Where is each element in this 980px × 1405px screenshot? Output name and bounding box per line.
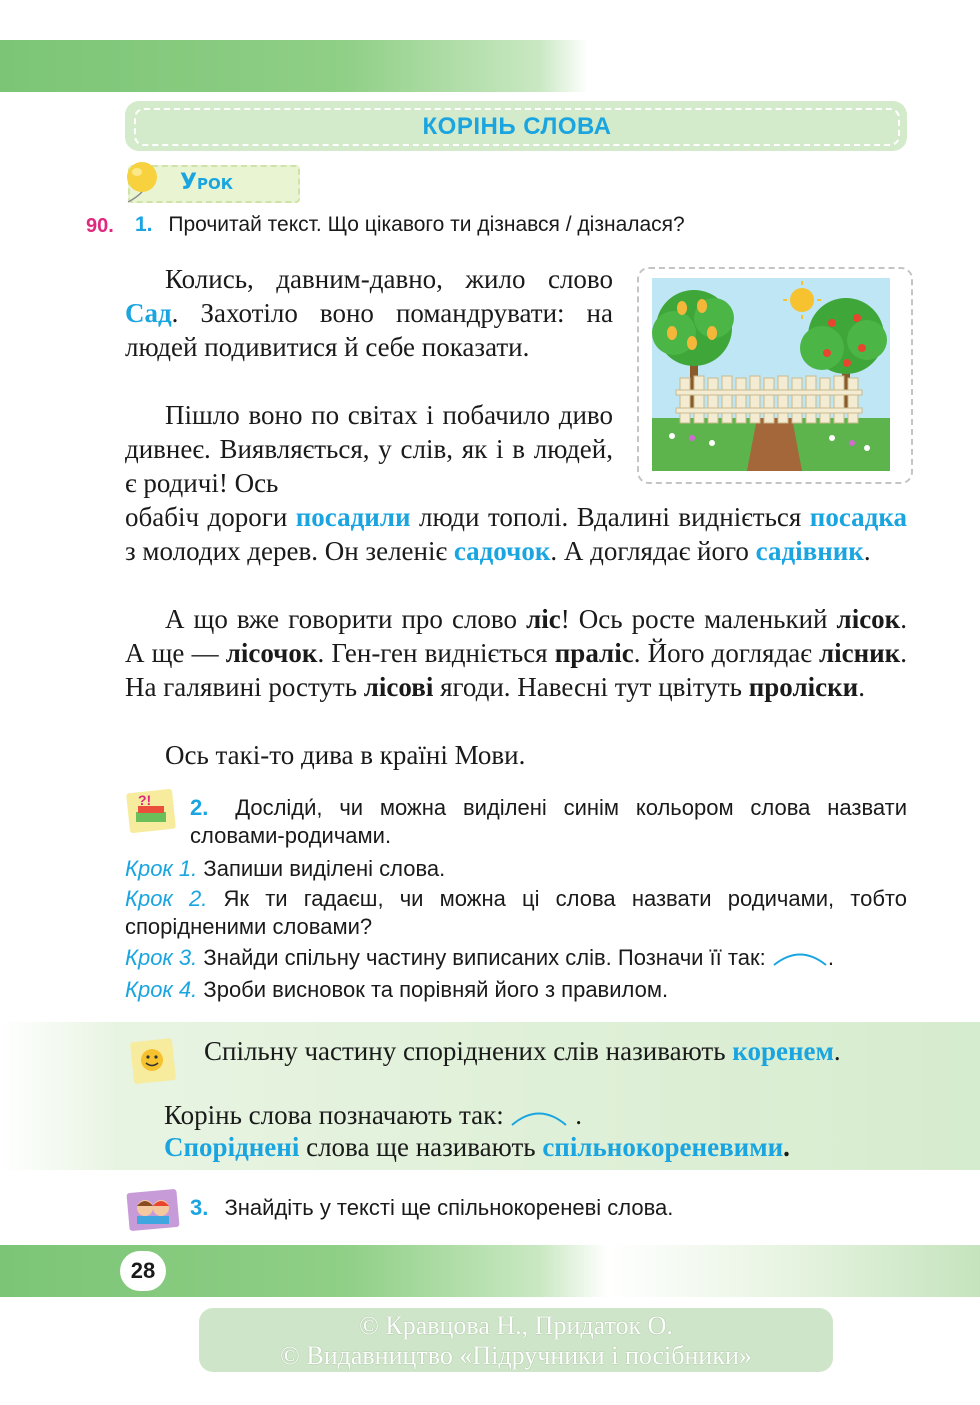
paragraph-3 <box>125 602 907 704</box>
term-common-root: спільнокореневими <box>542 1132 784 1162</box>
word-lisovi: лісові <box>363 672 434 702</box>
step-2-label: Крок 2. <box>125 886 208 911</box>
rule-line2-text: Корінь слова позначають так: <box>164 1100 504 1130</box>
task1-number: 1. <box>135 213 153 236</box>
word-lisochok: лісочок <box>225 638 318 668</box>
word-prolisky: проліски <box>748 672 859 702</box>
term-related: Споріднені <box>164 1132 300 1162</box>
pair-work-icon <box>125 1188 181 1232</box>
task1-text: Прочитай текст. Що цікавого ти дізнався / дізналася? <box>168 213 685 236</box>
rule-line1-end: . <box>833 1036 841 1066</box>
root-mark-icon-rule <box>510 1108 568 1128</box>
copyright-box <box>199 1308 833 1372</box>
paragraph-2-top <box>125 398 613 500</box>
task3-text: Знайдіть у тексті ще спільнокореневі слова. <box>224 1195 674 1220</box>
rule-line1-text: Спільну частину споріднених слів називають <box>204 1036 733 1066</box>
word-lisok: лісок <box>836 604 901 634</box>
rule-line-2 <box>164 1098 907 1132</box>
task3 <box>190 1194 907 1222</box>
p3-text-c: . А ще — <box>125 604 907 668</box>
step-1-text: Запиши виділені слова. <box>203 856 446 881</box>
top-color-band <box>0 40 980 92</box>
step-2-text: Як ти гадаєш, чи можна ці слова назвати родичами, тобто спорідненими словами? <box>125 886 907 939</box>
word-sad: Сад <box>125 298 172 328</box>
rule-line2-end: . <box>575 1100 582 1130</box>
research-icon <box>126 788 178 834</box>
p3-text-d: . Ген-ген видніється <box>317 638 555 668</box>
word-pralis: праліс <box>554 638 634 668</box>
step-3 <box>125 944 925 972</box>
page-number: 28 <box>120 1251 166 1291</box>
p2-text-c: люди тополі. Вдалині видніється <box>410 502 810 532</box>
p2-text-b: обабіч дороги <box>125 502 296 532</box>
step-2 <box>125 885 907 941</box>
rule-line-3 <box>164 1130 924 1164</box>
copyright-publisher: © Видавництво «Підручники і посібники» <box>280 1341 752 1370</box>
task1-line <box>135 213 685 237</box>
garden-picture <box>652 278 890 471</box>
task2-text: Досліди́, чи можна виділені синім кольором слова назвати словами-родичами. <box>190 795 907 848</box>
paragraph-4: Ось такі-то дива в країні Мови. <box>165 740 526 770</box>
task2 <box>190 794 907 850</box>
task3-number: 3. <box>190 1195 209 1220</box>
p2-text-f: . <box>863 536 871 566</box>
step-1-label: Крок 1. <box>125 856 198 881</box>
paragraph-1 <box>125 262 613 364</box>
root-mark-icon <box>772 950 828 968</box>
step-4 <box>125 976 907 1004</box>
word-lisnyk: лісник <box>818 638 901 668</box>
p1-text-a: Колись, давним-давно, жило слово <box>165 264 613 294</box>
word-posadka: посадка <box>809 502 907 532</box>
p3-text-a: А що вже говорити про слово <box>165 604 527 634</box>
step-3-text: Знайди спільну частину виписаних слів. Позначи її так: <box>203 945 766 970</box>
step-4-label: Крок 4. <box>125 977 198 1002</box>
p2-text-a: Пішло воно по світах і побачило диво дивнеє. Виявляється, у слів, як і в людей, є родичі! Ось <box>125 400 613 498</box>
p3-text-g: ягоди. Навесні тут цвітуть <box>433 672 749 702</box>
p3-text-b: ! Ось росте маленький <box>560 604 837 634</box>
copyright-authors: © Кравцова Н., Придаток О. <box>359 1311 673 1340</box>
rule-line3-end: . <box>783 1132 790 1162</box>
exercise-number: 90. <box>86 215 114 237</box>
rule-line-1 <box>204 1034 907 1068</box>
p3-text-e: . Його доглядає <box>633 638 819 668</box>
lesson-label: Урок <box>180 170 233 195</box>
word-lis: ліс <box>526 604 561 634</box>
p2-text-e: . А доглядає його <box>550 536 756 566</box>
p3-text-f: . На галявині ростуть <box>125 638 907 702</box>
rule-line3-text: слова ще називають <box>299 1132 543 1162</box>
word-posadyly: посадили <box>295 502 411 532</box>
word-sadivnyk: садівник <box>755 536 864 566</box>
step-3-end: . <box>827 945 834 970</box>
step-4-text: Зроби висновок та порівняй його з правилом. <box>203 977 669 1002</box>
p3-text-h: . <box>858 672 865 702</box>
balloon-icon <box>122 160 162 204</box>
p1-text-b: . Захотіло воно помандрувати: на людей подивитися й себе показати. <box>125 298 613 362</box>
step-1 <box>125 855 907 883</box>
word-sadochok: садочок <box>453 536 551 566</box>
smiley-note-icon <box>129 1036 179 1086</box>
step-3-label: Крок 3. <box>125 945 198 970</box>
paragraph-2-bottom <box>125 500 907 568</box>
term-root: коренем <box>732 1036 834 1066</box>
task2-number: 2. <box>190 795 209 820</box>
svg-text:?!: ?! <box>138 792 152 808</box>
p2-text-d: з молодих дерев. Он зеленіє <box>125 536 454 566</box>
page-title: КОРІНЬ СЛОВА <box>134 108 900 146</box>
